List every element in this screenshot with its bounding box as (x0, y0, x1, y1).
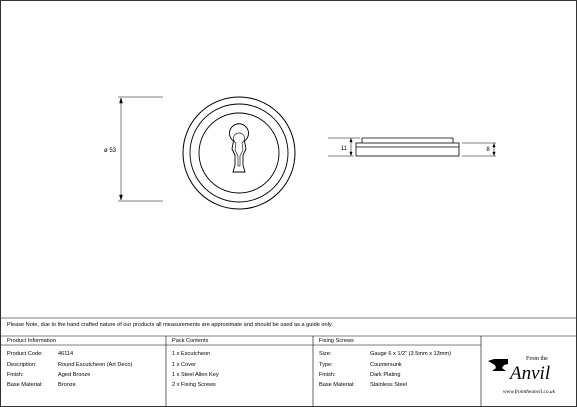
pack-item: 1 x Escutcheon (172, 351, 211, 357)
logo-brand-text: Anvil (510, 363, 551, 384)
disclaimer-note: Please Note, due to the hand crafted nature of our products all measurements are approximate and should be used as a guide only. (7, 322, 333, 328)
thickness-label: 11 (340, 146, 348, 152)
screw-material-label: Base Material: (319, 382, 355, 388)
logo-small-text: From the (526, 356, 548, 362)
base-material-value: Bronze (58, 382, 76, 388)
front-view (183, 97, 295, 209)
screw-finish-label: Finish: (319, 372, 336, 378)
page-border (1, 1, 577, 407)
finish-value: Aged Bronze (58, 372, 91, 378)
pack-item: 1 x Steel Allen Key (172, 372, 219, 378)
product-code-value: 46114 (58, 351, 74, 357)
side-view (356, 138, 459, 156)
anvil-icon (488, 359, 508, 371)
diameter-dimension (118, 97, 163, 201)
cover-depth-label: 8 (486, 147, 490, 153)
fixing-screws-heading: Fixing Screws (319, 338, 354, 344)
diameter-label: ø 53 (103, 148, 117, 154)
pack-item: 1 x Cover (172, 362, 196, 368)
screw-type-value: Countersunk (370, 362, 402, 368)
base-material-label: Base Material: (7, 382, 43, 388)
product-code-label: Product Code: (7, 351, 43, 357)
logo-url-text: www.fromtheanvil.co.uk (503, 389, 555, 395)
brand-logo (484, 348, 574, 404)
cover-depth-dimension (462, 143, 496, 156)
keyhole-icon (229, 124, 248, 172)
description-label: Description: (7, 362, 37, 368)
description-value: Round Escutcheon (Art Deco) (58, 362, 133, 368)
screw-size-label: Size: (319, 351, 332, 357)
finish-label: Finish: (7, 372, 24, 378)
pack-item: 2 x Fixing Screws (172, 382, 216, 388)
product-info-heading: Product Information (7, 338, 56, 344)
screw-size-value: Gauge 6 x 1/2" (3.5mm x 13mm) (370, 351, 451, 357)
pack-contents-heading: Pack Contents (172, 338, 209, 344)
screw-type-label: Type: (319, 362, 333, 368)
screw-material-value: Stainless Steel (370, 382, 408, 388)
screw-finish-value: Dark Plating (370, 372, 401, 378)
